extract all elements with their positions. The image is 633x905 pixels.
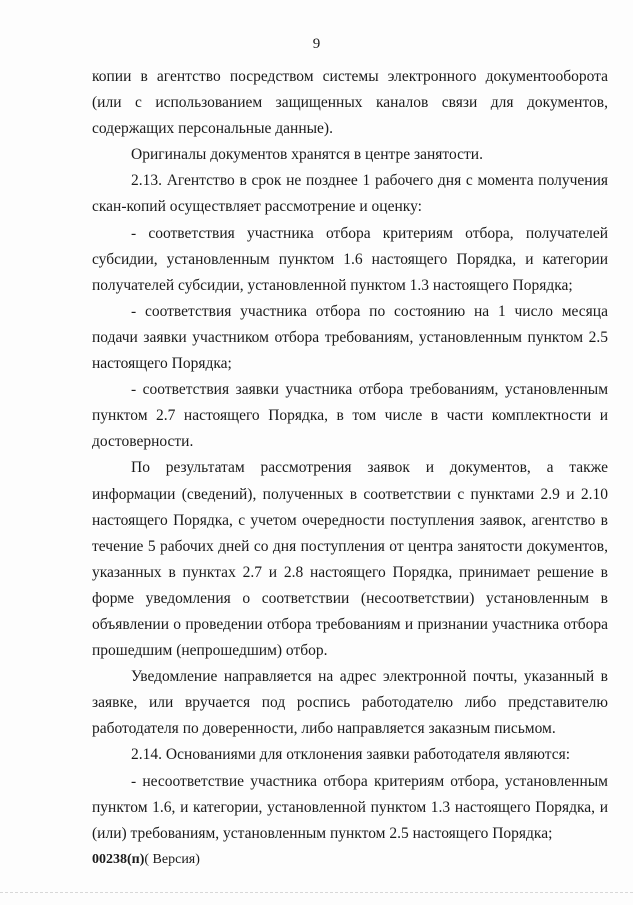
list-item-requirements: - соответствия участника отбора по состоянию на 1 число месяца подачи заявки участником отбора требованиям, установленным пунктом 2.5 настоящего Порядка; [92,302,608,373]
list-item-application: - соответствия заявки участника отбора требованиям, установленным пунктом 2.7 настоящего Порядка, в том числе в части комплектности и достоверности. [92,381,608,451]
paragraph-2-14: 2.14. Основаниями для отклонения заявки работодателя являются: [131,746,571,764]
page-number: 9 [312,36,321,52]
list-item-criteria: - соответствия участника отбора критериям отбора, получателей субсидии, установленным пунктом 1.6 настоящего Порядка, и категории получателей субсидии, установленной пунктом 1.3 настоящего Порядка; [92,224,608,294]
paragraph-2-13: 2.13. Агентство в срок не позднее 1 рабочего дня с момента получения скан-копий осуществляет рассмотрение и оценку: [92,172,608,216]
footer-divider [0,892,633,893]
list-item-rejection-criteria: - несоответствие участника отбора критериям отбора, установленным пунктом 1.6, и категории, установленной пунктом 1.3 настоящего Порядка, и (или) требованиям, установленным пунктом 2.5 настоящего Порядка; [92,772,608,842]
paragraph-continuation: копии в агентство посредством системы электронного документооборота (или с использованием защищенных каналов связи для документов, содержащих персональные данные). [92,68,608,138]
paragraph-decision: По результатам рассмотрения заявок и документов, а также информации (сведений), полученных в соответствии с пунктами 2.9 и 2.10 настоящего Порядка, с учетом очередности поступления заявок, агентство в течение 5 рабочих дней со дня поступления от центра занятости документов, указанных в пунктах 2.7 и 2.8 настоящего Порядка, принимает решение в форме уведомления о соответствии (несоответствии) установленным в объявлении о проведении отбора требованиям и признании участника отбора прошедшим (непрошедшим) отбор. [92,459,608,660]
paragraph-notification: Уведомление направляется на адрес электронной почты, указанный в заявке, или вручается под роспись работодателю либо представителю работодателя по доверенности, либо направляется заказным письмом. [92,668,608,738]
footer-code: 00238(п) [92,852,145,867]
footer-version: ( Версия) [144,852,200,867]
paragraph-originals: Оригиналы документов хранятся в центре занятости. [131,146,483,164]
document-footer [92,852,200,868]
document-body [92,64,608,847]
